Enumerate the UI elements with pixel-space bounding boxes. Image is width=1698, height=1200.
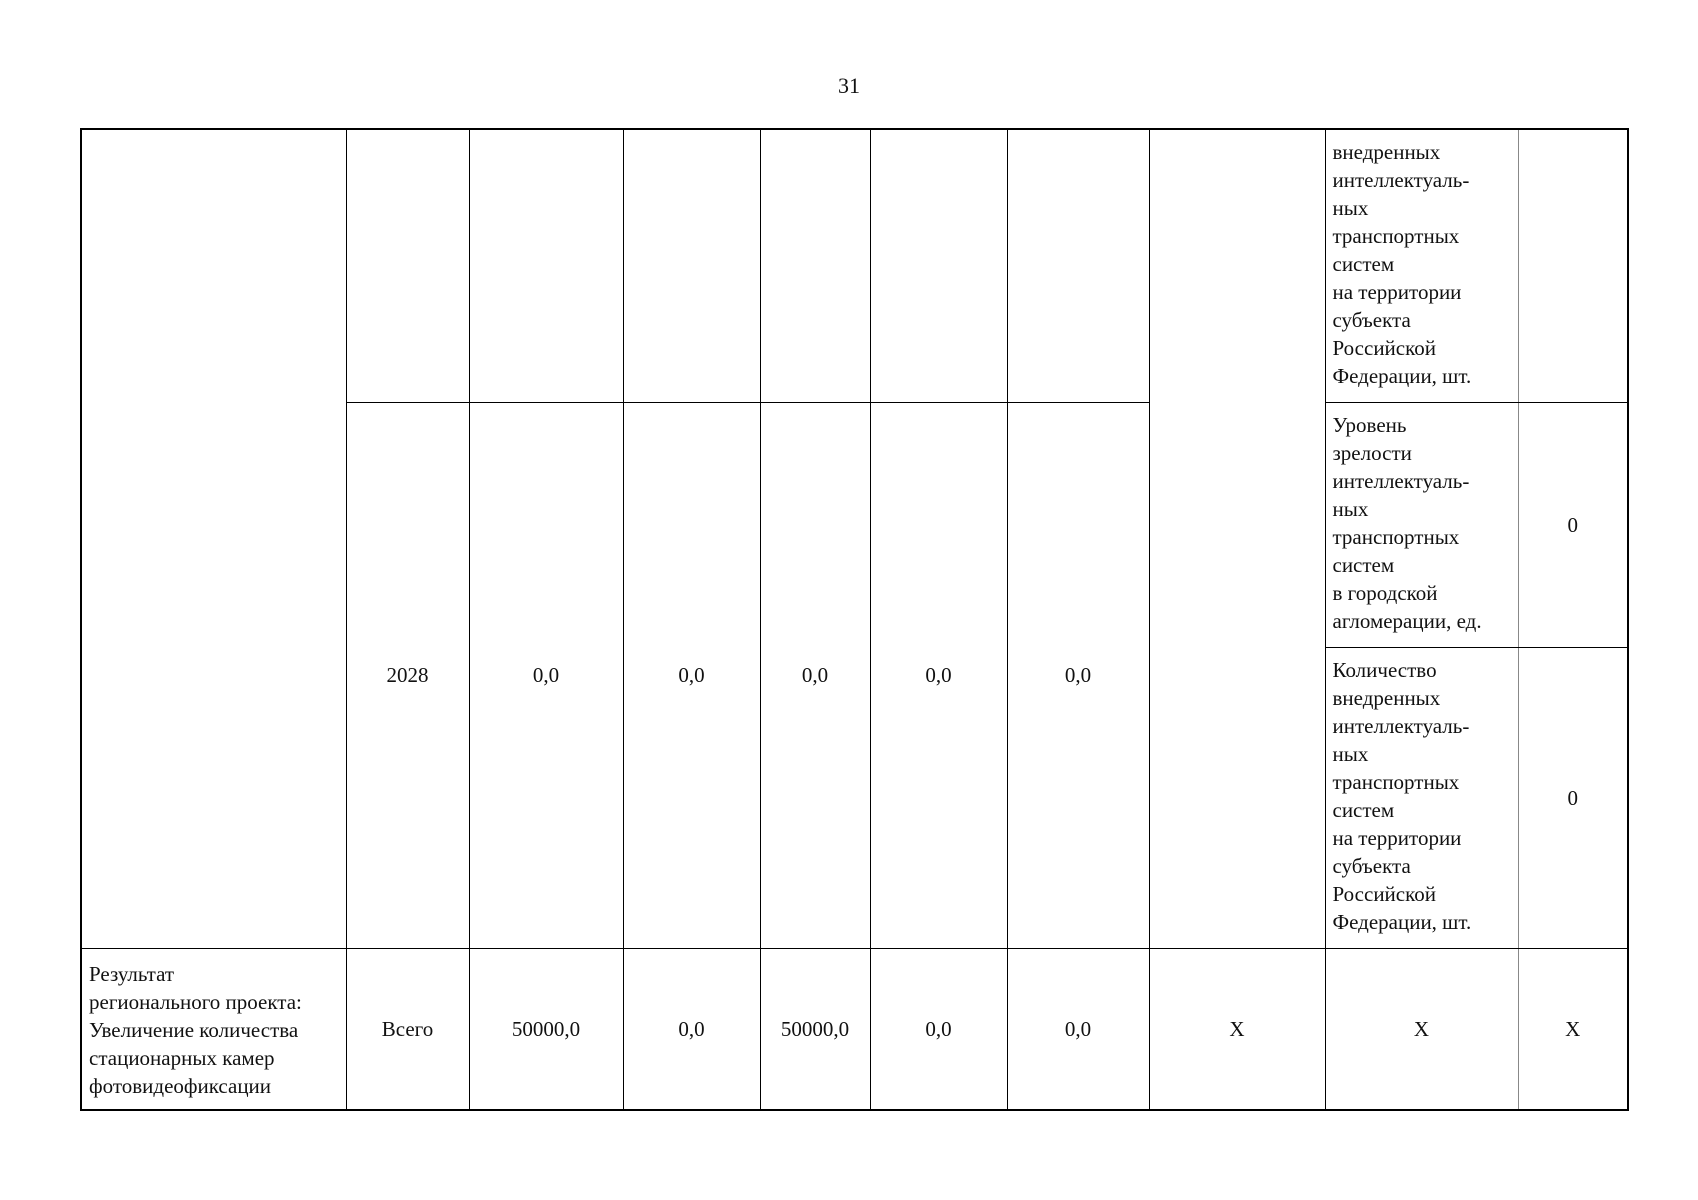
value-cell: 50000,0 [469,948,623,1110]
continuation-row [81,129,1628,402]
value-cell: 0,0 [623,402,760,948]
empty-cell [623,129,760,402]
x-cell: X [1518,948,1628,1110]
indicator-cell [1325,647,1518,948]
value-cell: 0,0 [1007,948,1149,1110]
empty-cell [1007,129,1149,402]
value-cell: 0,0 [870,948,1007,1110]
indicator-text: Уровень зрелости интеллектуаль- ных транспортных систем в городской агломерации, ед. [1332,412,1482,633]
indicator-value-cell: 0 [1518,402,1628,647]
value-cell: 0,0 [1007,402,1149,948]
empty-cell [870,129,1007,402]
x-cell: X [1149,948,1325,1110]
page-number: 31 [838,73,860,98]
empty-cell [469,129,623,402]
value-cell: 0,0 [469,402,623,948]
x-cell: X [1325,948,1518,1110]
indicator-cell [1325,402,1518,647]
empty-name-cell [81,129,346,948]
indicator-text: внедренных интеллектуаль- ных транспортных систем на территории субъекта Российской Федерации, шт. [1332,140,1472,388]
result-row [81,948,1628,1110]
empty-cell [760,129,870,402]
value-cell: 50000,0 [760,948,870,1110]
value-cell: 0,0 [870,402,1007,948]
value-cell: 0,0 [760,402,870,948]
result-name-cell [81,948,346,1110]
value-cell: 0,0 [623,948,760,1110]
empty-merged-cell [1149,129,1325,948]
indicator-value-cell: 0 [1518,647,1628,948]
empty-cell [346,129,469,402]
year-cell: 2028 [346,402,469,948]
indicator-value-cell [1518,129,1628,402]
indicator-cell [1325,129,1518,402]
result-name-text: Результат регионального проекта: Увеличение количества стационарных камер фотовидеофиксации [89,961,302,1098]
indicator-text: Количество внедренных интеллектуаль- ных транспортных систем на территории субъекта Российской Федерации, шт. [1332,657,1472,934]
budget-table [80,128,1629,1111]
period-cell: Всего [346,948,469,1110]
